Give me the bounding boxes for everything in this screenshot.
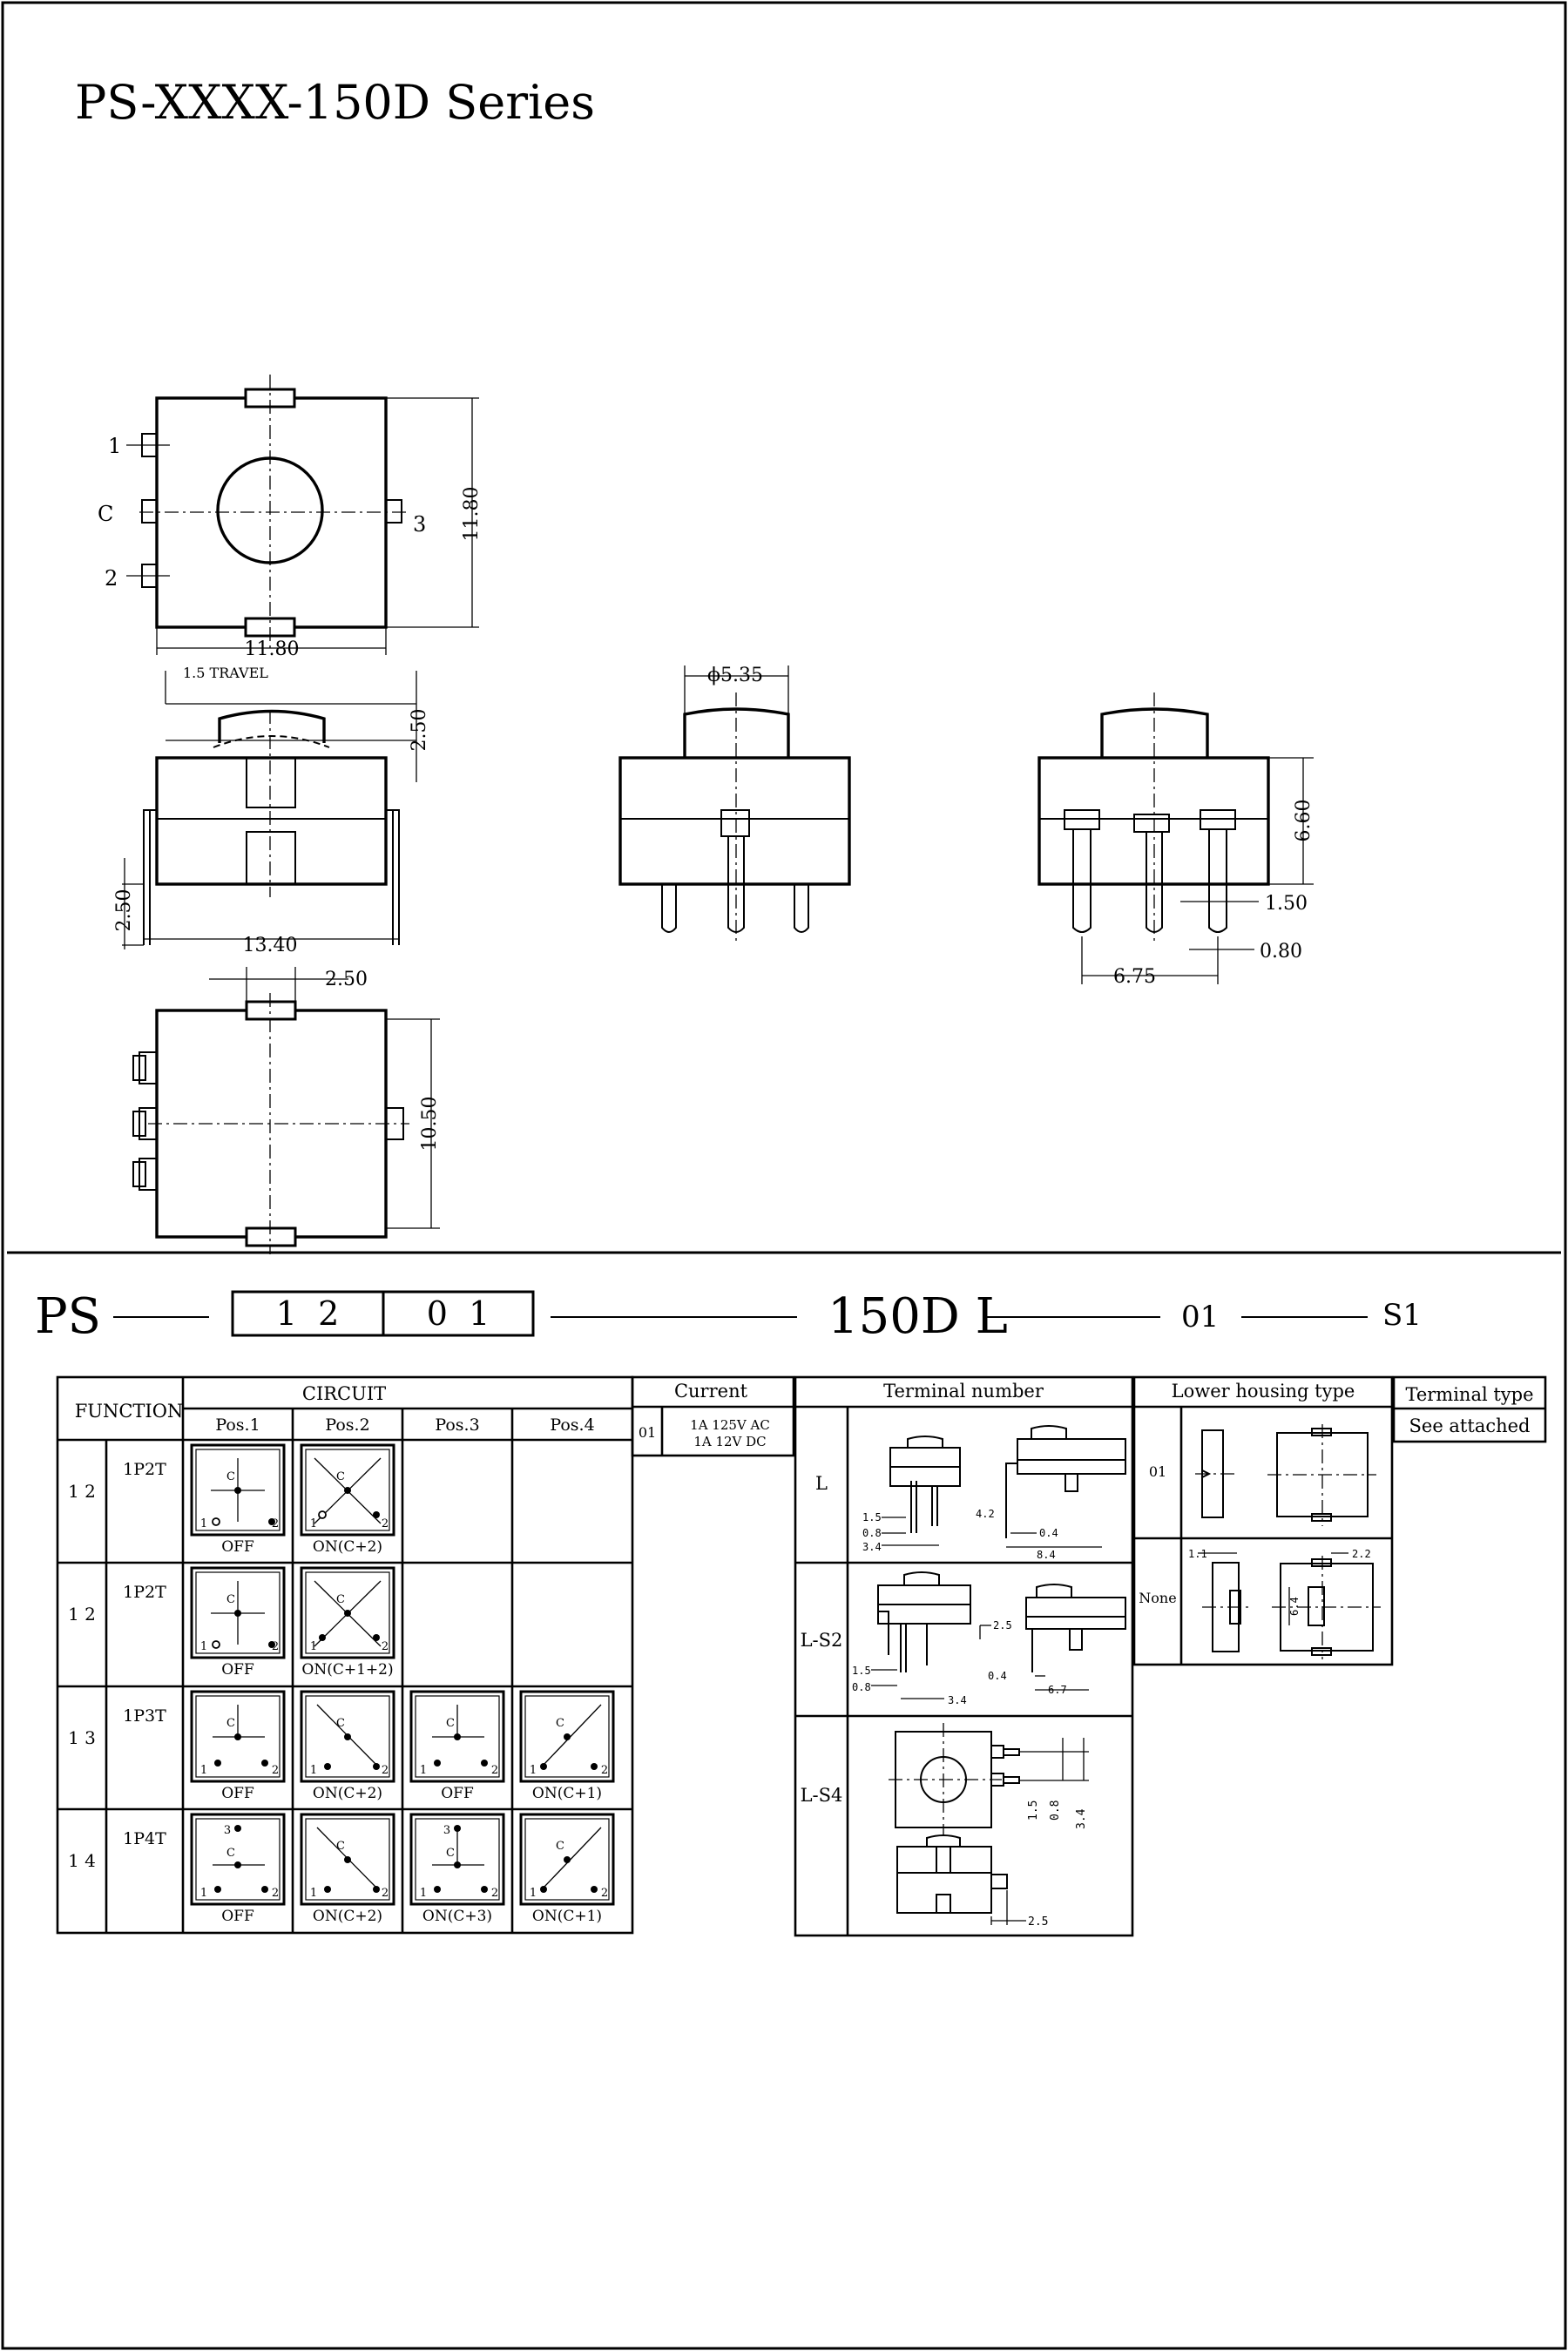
contact-label-2: 2 xyxy=(381,1640,389,1653)
l-dim-6: 8.4 xyxy=(1037,1549,1056,1561)
pos-header-3: Pos.3 xyxy=(435,1415,480,1435)
top-view xyxy=(98,375,483,660)
housing-none-sketch xyxy=(1188,1548,1381,1659)
contact-label-c: C xyxy=(336,1470,345,1483)
dim-body-height: 6.60 xyxy=(1293,799,1315,842)
pin-label-1: 1 xyxy=(108,434,122,458)
side-view-2 xyxy=(620,665,849,941)
pin-label-c: C xyxy=(98,502,114,526)
position-state: ON(C+3) xyxy=(422,1908,493,1925)
ls2-dim-5: 0.4 xyxy=(988,1670,1007,1682)
contact-label-1: 1 xyxy=(529,1887,537,1900)
function-type: 1P2T xyxy=(123,1583,166,1602)
rating-dc: 1A 12V DC xyxy=(693,1434,767,1449)
contact-label-2: 2 xyxy=(381,1887,389,1900)
housing-dim-2: 2.2 xyxy=(1352,1548,1371,1560)
position-state: OFF xyxy=(221,1785,254,1802)
contact-label-1: 1 xyxy=(419,1887,428,1900)
pos-header-2: Pos.2 xyxy=(325,1415,370,1435)
circuit-diagram xyxy=(192,1692,284,1781)
contact-label-1: 1 xyxy=(199,1887,208,1900)
circuit-diagram xyxy=(521,1814,613,1904)
current-code: 01 xyxy=(638,1424,657,1441)
housing-row-none: None xyxy=(1139,1590,1177,1606)
housing-dim-1: 1.1 xyxy=(1188,1548,1207,1560)
page-border xyxy=(3,3,1565,2348)
lower-housing-header: Lower housing type xyxy=(1171,1381,1355,1402)
part-number-row xyxy=(35,1288,1422,1345)
terminal-type-value: See attached xyxy=(1409,1415,1531,1436)
ls2-dim-1: 2.5 xyxy=(993,1619,1012,1632)
dim-height: 11.80 xyxy=(461,486,483,542)
dim-pin-length: 2.50 xyxy=(113,888,135,932)
contact-label-2: 2 xyxy=(381,1764,389,1777)
position-state: ON(C+1+2) xyxy=(301,1661,394,1679)
contact-label-1: 1 xyxy=(419,1764,428,1777)
contact-label-3: 3 xyxy=(223,1824,232,1837)
housing-row-01: 01 xyxy=(1148,1463,1167,1480)
contact-label-2: 2 xyxy=(490,1887,499,1900)
pin-label-2: 2 xyxy=(105,566,118,591)
contact-label-2: 2 xyxy=(271,1764,280,1777)
contact-label-1: 1 xyxy=(199,1640,208,1653)
dim-pin-thickness: 0.80 xyxy=(1260,941,1302,963)
l-dim-5: 0.4 xyxy=(1039,1527,1058,1539)
pn-series: 150D L xyxy=(828,1288,1008,1345)
terminal-type-header: Terminal type xyxy=(1405,1384,1534,1405)
contact-label-2: 2 xyxy=(600,1887,609,1900)
pin-label-3: 3 xyxy=(413,512,427,537)
pn-prefix: PS xyxy=(35,1288,102,1345)
function-code: 1 4 xyxy=(68,1850,96,1871)
terminal-row-ls4: L-S4 xyxy=(800,1785,843,1806)
dim-travel: 1.5 TRAVEL xyxy=(183,665,268,681)
contact-label-c: C xyxy=(336,1840,345,1853)
side-view-1 xyxy=(113,665,430,956)
function-header: FUNCTION xyxy=(74,1401,184,1422)
contact-label-c: C xyxy=(556,1840,564,1853)
terminal-type-table xyxy=(1394,1377,1545,1442)
ls2-dim-2: 1.5 xyxy=(852,1665,871,1677)
dim-pin-width: 1.50 xyxy=(1265,893,1308,915)
function-code: 1 3 xyxy=(68,1727,96,1748)
terminal-row-l: L xyxy=(815,1473,828,1494)
function-type: 1P3T xyxy=(123,1706,166,1726)
contact-label-2: 2 xyxy=(381,1517,389,1530)
contact-label-2: 2 xyxy=(490,1764,499,1777)
pn-suffix: S1 xyxy=(1382,1298,1422,1333)
contact-label-c: C xyxy=(336,1593,345,1606)
pos-header-1: Pos.1 xyxy=(215,1415,260,1435)
contact-label-2: 2 xyxy=(271,1887,280,1900)
dim-overall-width: 13.40 xyxy=(242,935,298,956)
position-state: ON(C+1) xyxy=(531,1908,603,1925)
ls4-dim-1: 1.5 xyxy=(1027,1800,1040,1821)
contact-label-2: 2 xyxy=(271,1640,280,1653)
contact-label-1: 1 xyxy=(309,1517,318,1530)
terminal-number-header: Terminal number xyxy=(883,1381,1044,1402)
circuit-diagram xyxy=(521,1692,613,1781)
dim-width: 11.80 xyxy=(244,638,300,660)
terminal-row-ls2: L-S2 xyxy=(800,1630,843,1651)
circuit-diagram xyxy=(301,1568,394,1658)
contact-label-2: 2 xyxy=(600,1764,609,1777)
function-type: 1P4T xyxy=(123,1829,166,1848)
dim-tab-width: 2.50 xyxy=(325,969,368,990)
contact-label-3: 3 xyxy=(443,1824,451,1837)
pn-function-code: 1 2 xyxy=(275,1294,340,1333)
side-view-3 xyxy=(1039,692,1315,988)
contact-label-c: C xyxy=(556,1717,564,1730)
terminal-ls4-sketch xyxy=(889,1723,1089,1929)
contact-label-1: 1 xyxy=(309,1640,318,1653)
lower-housing-table xyxy=(1134,1377,1392,1665)
circuit-diagram xyxy=(301,1445,394,1535)
l-dim-2: 0.8 xyxy=(862,1527,882,1539)
position-state: ON(C+2) xyxy=(312,1538,383,1556)
circuit-diagram xyxy=(192,1568,284,1658)
position-state: OFF xyxy=(441,1785,474,1802)
l-dim-4: 4.2 xyxy=(976,1508,995,1520)
pos-header-4: Pos.4 xyxy=(550,1415,595,1435)
contact-label-1: 1 xyxy=(309,1887,318,1900)
pn-option-code: 0 1 xyxy=(426,1294,490,1333)
bottom-view xyxy=(133,967,441,1254)
position-state: OFF xyxy=(221,1908,254,1925)
terminal-number-table xyxy=(795,1377,1132,1936)
circuit-diagram xyxy=(192,1814,284,1904)
circuit-diagram xyxy=(301,1692,394,1781)
page-title: PS-XXXX-150D Series xyxy=(75,75,595,130)
terminal-l-sketch xyxy=(862,1426,1125,1561)
current-table xyxy=(632,1377,794,1456)
contact-label-2: 2 xyxy=(271,1517,280,1530)
current-header: Current xyxy=(673,1381,748,1402)
contact-label-1: 1 xyxy=(309,1764,318,1777)
ls4-dim-3: 3.4 xyxy=(1075,1808,1088,1829)
ls2-dim-4: 3.4 xyxy=(948,1694,967,1706)
function-table xyxy=(57,1377,632,1933)
contact-label-1: 1 xyxy=(199,1764,208,1777)
circuit-diagram xyxy=(411,1692,504,1781)
l-dim-1: 1.5 xyxy=(862,1511,882,1523)
contact-label-c: C xyxy=(446,1847,455,1860)
ls2-dim-6: 6.7 xyxy=(1048,1684,1067,1696)
ls4-dim-4: 2.5 xyxy=(1028,1915,1049,1929)
housing-dim-3: 6.4 xyxy=(1288,1597,1301,1616)
position-state: ON(C+2) xyxy=(312,1908,383,1925)
contact-label-c: C xyxy=(446,1717,455,1730)
contact-label-c: C xyxy=(336,1717,345,1730)
circuit-diagram xyxy=(301,1814,394,1904)
housing-01-sketch xyxy=(1195,1424,1376,1526)
ls4-dim-2: 0.8 xyxy=(1049,1800,1062,1821)
contact-label-c: C xyxy=(226,1847,235,1860)
dim-button-diameter: ϕ5.35 xyxy=(707,665,763,686)
function-type: 1P2T xyxy=(123,1460,166,1479)
rating-ac: 1A 125V AC xyxy=(690,1417,770,1433)
function-code: 1 2 xyxy=(68,1604,96,1625)
circuit-diagram xyxy=(411,1814,504,1904)
circuit-diagram xyxy=(192,1445,284,1535)
contact-label-1: 1 xyxy=(199,1517,208,1530)
dim-body-depth: 10.50 xyxy=(419,1096,441,1152)
position-state: OFF xyxy=(221,1538,254,1556)
terminal-ls2-sketch xyxy=(852,1572,1125,1706)
dim-button-height: 2.50 xyxy=(409,708,430,752)
ls2-dim-3: 0.8 xyxy=(852,1681,871,1693)
l-dim-3: 3.4 xyxy=(862,1541,882,1553)
contact-label-c: C xyxy=(226,1593,235,1606)
contact-label-1: 1 xyxy=(529,1764,537,1777)
dim-pin-pitch: 6.75 xyxy=(1113,966,1156,988)
position-state: ON(C+2) xyxy=(312,1785,383,1802)
position-state: OFF xyxy=(221,1661,254,1679)
contact-label-c: C xyxy=(226,1470,235,1483)
position-state: ON(C+1) xyxy=(531,1785,603,1802)
function-code: 1 2 xyxy=(68,1481,96,1502)
pn-current-code: 01 xyxy=(1181,1300,1220,1334)
contact-label-c: C xyxy=(226,1717,235,1730)
circuit-header: CIRCUIT xyxy=(301,1383,387,1404)
